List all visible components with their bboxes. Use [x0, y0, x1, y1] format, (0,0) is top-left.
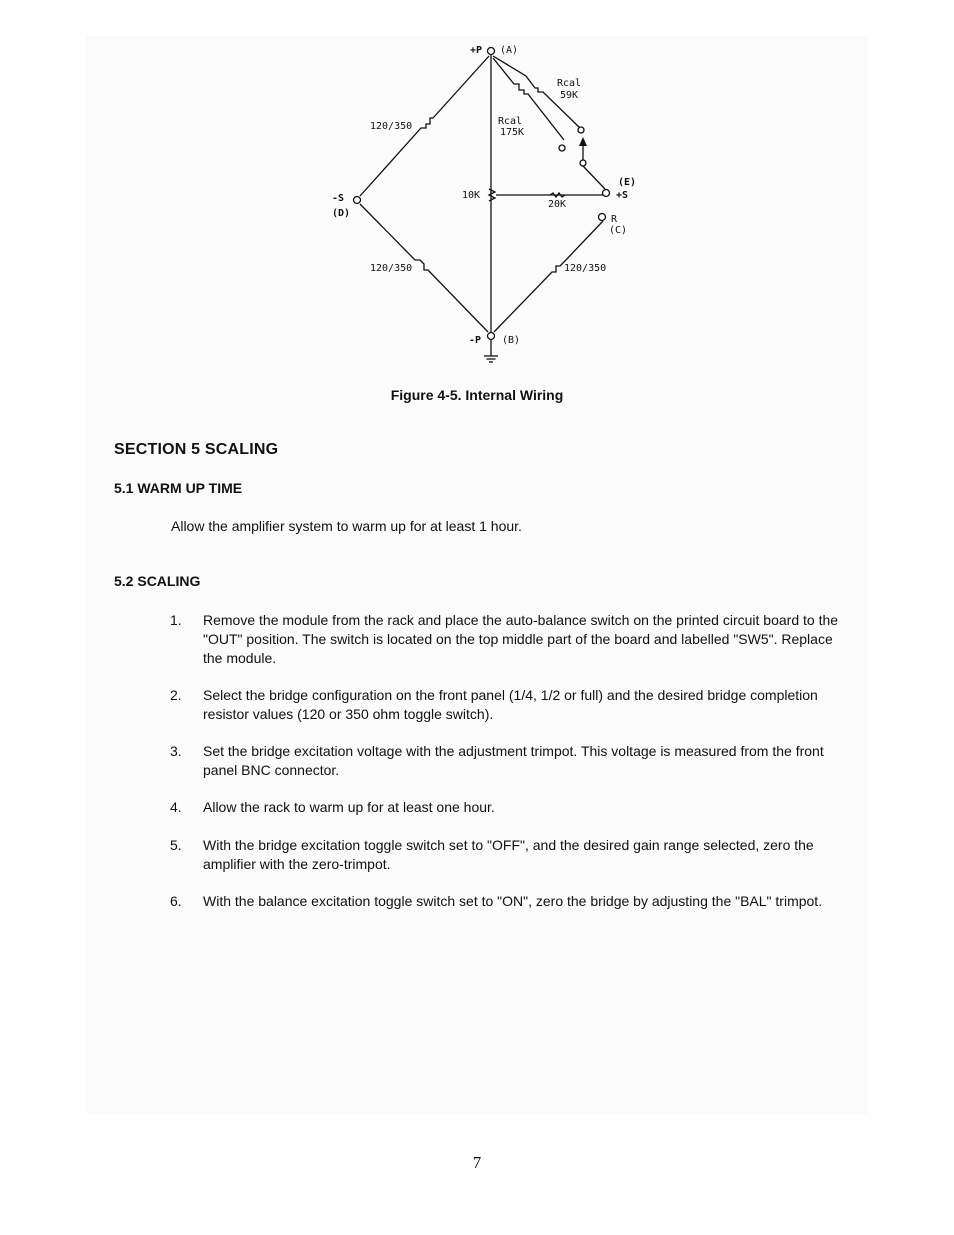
list-item-number: 1.	[170, 612, 182, 628]
label-c: (C)	[609, 225, 628, 236]
pot-10k-symbol	[489, 189, 495, 201]
ground-icon	[484, 340, 498, 362]
label-175k: 175K	[500, 127, 525, 138]
list-item-number: 3.	[170, 743, 182, 759]
list-item-number: 6.	[170, 893, 182, 909]
resistor-bottom-right	[494, 221, 603, 332]
label-plus-p: +P	[470, 45, 483, 56]
label-rcal-59: Rcal	[557, 78, 582, 89]
label-res-bottom-right: 120/350	[564, 263, 607, 274]
list-item-text: Remove the module from the rack and place the auto-balance switch on the printed circuit board to the "OUT" position. The switch is located on the top middle part of the board and labelled "SW5". Replace the module.	[203, 612, 839, 666]
list-item-number: 2.	[170, 687, 182, 703]
list-item-text: With the bridge excitation toggle switch set to "OFF", and the desired gain range selected, zero the amplifier with the zero-trimpot.	[203, 837, 814, 872]
label-minus-p: -P	[469, 335, 482, 346]
label-e: (E)	[618, 177, 637, 188]
label-res-top-left: 120/350	[370, 121, 413, 132]
switch-contact-175k-icon	[559, 145, 565, 151]
label-20k: 20K	[548, 199, 567, 210]
label-d: (D)	[332, 208, 351, 219]
list-item-text: Allow the rack to warm up for at least one hour.	[203, 799, 495, 815]
page-number: 7	[472, 1153, 482, 1172]
list-item-number: 5.	[170, 837, 182, 853]
section-heading: SECTION 5 SCALING	[114, 441, 279, 458]
terminal-d-icon	[354, 197, 361, 204]
label-a: (A)	[500, 45, 519, 56]
terminal-c-icon	[599, 214, 606, 221]
switch-pivot-icon	[580, 160, 586, 166]
subsection-warmup-heading: 5.1 WARM UP TIME	[114, 480, 243, 496]
terminal-e-icon	[603, 190, 610, 197]
list-item-number: 4.	[170, 799, 182, 815]
switch-to-s	[583, 166, 605, 189]
label-rcal-175: Rcal	[498, 116, 523, 127]
subsection-scaling-heading: 5.2 SCALING	[114, 573, 201, 589]
label-59k: 59K	[560, 90, 579, 101]
terminal-b-icon	[488, 333, 495, 340]
label-res-bottom-left: 120/350	[370, 263, 413, 274]
label-b: (B)	[502, 335, 521, 346]
label-10k: 10K	[462, 190, 481, 201]
terminal-a-icon	[488, 48, 495, 55]
figure-caption: Figure 4-5. Internal Wiring	[390, 387, 564, 403]
switch-arrow-icon	[579, 137, 587, 146]
label-plus-s: +S	[616, 190, 629, 201]
internal-wiring-diagram	[300, 36, 660, 371]
list-item-text: Set the bridge excitation voltage with the adjustment trimpot. This voltage is measured from the front panel BNC connector.	[203, 743, 824, 778]
list-item-text: Select the bridge configuration on the front panel (1/4, 1/2 or full) and the desired bridge completion resistor values (120 or 350 ohm toggle switch).	[203, 687, 818, 722]
list-item-text: With the balance excitation toggle switch set to "ON", zero the bridge by adjusting the "BAL" trimpot.	[203, 893, 823, 909]
switch-contact-59k-icon	[578, 127, 584, 133]
label-r: R	[611, 214, 618, 225]
warmup-paragraph: Allow the amplifier system to warm up for at least 1 hour.	[171, 518, 522, 534]
label-minus-s: -S	[332, 193, 345, 204]
